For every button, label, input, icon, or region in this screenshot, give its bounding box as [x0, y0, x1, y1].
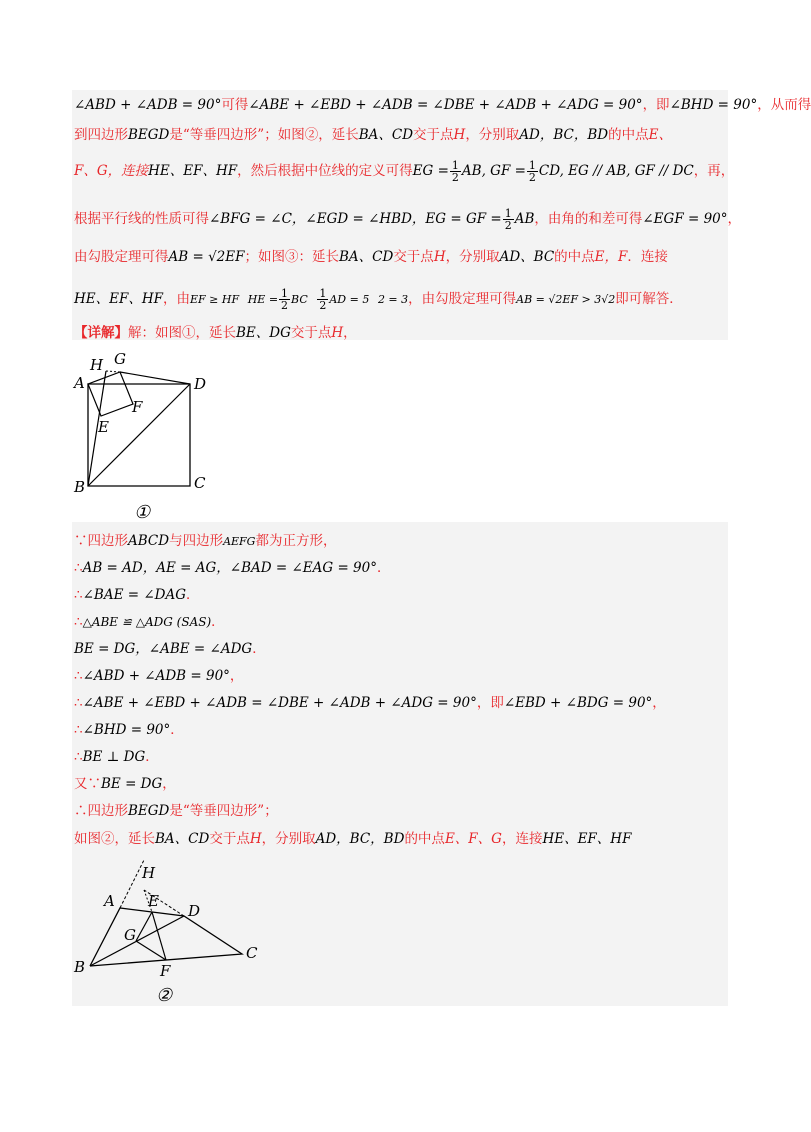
- math-text: BE、DG: [236, 325, 291, 341]
- label-f: F: [160, 962, 171, 980]
- math-text: BA、CD: [155, 831, 210, 847]
- text: 四边形: [87, 803, 128, 819]
- text: ，由: [163, 291, 190, 307]
- text: 交于点: [413, 127, 454, 143]
- math-text: AB, GF =: [461, 163, 526, 179]
- math-text: ∠ABD + ∠ADB = 90°: [82, 668, 230, 684]
- figure-1-caption: ①: [134, 502, 151, 523]
- text: ，然后根据中位线的定义可得: [237, 163, 413, 179]
- math-text: ∠BHD = 90°: [82, 722, 171, 738]
- math-text: BE ⊥ DG: [82, 749, 146, 765]
- math-text: CD, EG // AB, GF // DC: [538, 163, 694, 179]
- math-text: BEGD: [128, 803, 170, 819]
- intro-line-1: [74, 96, 811, 114]
- text: ，从而得: [757, 97, 811, 113]
- figure-2: [72, 856, 262, 1006]
- text: ，: [652, 695, 666, 711]
- math-text: 2 = 3: [377, 293, 409, 306]
- intro-line-2: [74, 126, 728, 144]
- text: 是“等垂四边形”；如图②，延长: [169, 127, 359, 143]
- math-text: AB = √2EF > 3√2: [516, 293, 616, 306]
- math-text: EF ≥ HF: [190, 293, 240, 306]
- proof-line-6: [74, 667, 728, 685]
- intro-line-4: [74, 207, 742, 232]
- label-h: H: [142, 864, 156, 882]
- symbol: ∵: [74, 533, 88, 549]
- label-e: E: [148, 892, 159, 910]
- math-text: ∠EGF = 90°: [642, 211, 728, 227]
- text: 可得: [221, 97, 249, 113]
- line-gh-dashed: [106, 371, 120, 372]
- symbol: ∴: [74, 803, 88, 819]
- intro-line-5: [74, 248, 728, 266]
- proof-line-11: [74, 802, 728, 820]
- text: ，: [727, 211, 742, 227]
- text: 四边形: [87, 533, 128, 549]
- proof-line-8: [74, 721, 728, 739]
- proof-line-7: [74, 694, 728, 712]
- symbol: ∴: [74, 587, 83, 603]
- math-text: △ABE ≌ △ADG (SAS): [82, 615, 212, 629]
- text: ，即: [476, 695, 504, 711]
- math-text: AB = √2EF: [168, 249, 245, 265]
- text: 交于点: [290, 325, 332, 341]
- math-text: HE、EF、HF: [542, 831, 632, 847]
- fraction-half: $\frac{1}{2}$: [281, 287, 289, 312]
- math-text: HE、EF、HF: [148, 163, 238, 179]
- label-h: H: [90, 356, 104, 374]
- text: H: [433, 249, 446, 265]
- label-a: A: [74, 374, 85, 392]
- text: ，再，: [693, 163, 735, 179]
- math-text: BA、CD: [358, 127, 414, 143]
- symbol: 又∵: [74, 776, 101, 792]
- math-text: EG =: [412, 163, 449, 179]
- label-c: C: [246, 944, 258, 962]
- label-g: G: [114, 350, 126, 368]
- detail-label: 【详解】: [74, 325, 128, 341]
- math-text: AB = AD，AE = AG，∠BAD = ∠EAG = 90°: [82, 560, 377, 576]
- fraction-half: $\frac{1}{2}$: [451, 159, 459, 184]
- text: ．: [252, 641, 266, 657]
- symbol: ∴: [74, 722, 83, 738]
- fraction-half: $\frac{1}{2}$: [528, 159, 536, 184]
- text: E，F: [594, 249, 628, 265]
- math-text: HE =: [247, 293, 279, 306]
- math-text: ∠ABE + ∠EBD + ∠ADB = ∠DBE + ∠ADB + ∠ADG = 90°: [82, 695, 477, 711]
- text: ．: [145, 749, 159, 765]
- figure-2-caption: ②: [156, 985, 173, 1006]
- detail-line: [74, 324, 728, 342]
- math-text: BE = DG，∠ABE = ∠ADG: [74, 641, 253, 657]
- fraction-half: $\frac{1}{2}$: [319, 287, 327, 312]
- proof-line-3: [74, 586, 728, 604]
- math-text: BA、CD: [338, 249, 394, 265]
- text: 交于点: [393, 249, 434, 265]
- text: 由勾股定理可得: [74, 249, 169, 265]
- text: ；如图③：延长: [244, 249, 339, 265]
- text: ，: [343, 325, 357, 341]
- text: H: [249, 831, 262, 847]
- math-text: BC: [291, 293, 308, 306]
- symbol: ∴: [74, 668, 83, 684]
- label-g: G: [124, 926, 136, 944]
- text: 如图②，延长: [74, 831, 155, 847]
- text: E、F、G: [444, 831, 502, 847]
- text: 的中点: [608, 127, 649, 143]
- text: E、: [648, 127, 672, 143]
- text: 交于点: [209, 831, 250, 847]
- math-text: ∠BAE = ∠DAG: [82, 587, 186, 603]
- fig2-intro-line: [74, 830, 728, 848]
- math-text: AD，BC，BD: [519, 127, 609, 143]
- proof-line-4: [74, 613, 728, 631]
- text: ，分别取: [445, 249, 500, 265]
- text: F、G，连接: [74, 163, 149, 179]
- text: ．: [170, 722, 184, 738]
- text: ，分别取: [261, 831, 316, 847]
- text: H: [331, 325, 344, 341]
- intro-line-3: [74, 159, 735, 184]
- text: ．连接: [627, 249, 668, 265]
- text: 根据平行线的性质可得: [74, 211, 209, 227]
- text: 都为正方形，: [255, 533, 337, 549]
- text: ，: [229, 668, 244, 684]
- symbol: ∴: [74, 695, 83, 711]
- label-c: C: [194, 474, 206, 492]
- math-text: ∠EBD + ∠BDG = 90°: [503, 695, 653, 711]
- math-text: AEFG: [223, 535, 256, 548]
- text: ，: [162, 776, 176, 792]
- text: 与四边形: [169, 533, 224, 549]
- figure-1: [72, 344, 208, 522]
- text: ．: [211, 614, 225, 630]
- math-text: BEGD: [128, 127, 170, 143]
- label-d: D: [188, 902, 201, 920]
- text: ．: [186, 587, 200, 603]
- line-dg: [120, 372, 190, 384]
- proof-line-2: [74, 559, 728, 577]
- math-text: ∠BFG = ∠C，∠EGD = ∠HBD，EG = GF =: [209, 211, 502, 227]
- text: ，由角的和差可得: [534, 211, 643, 227]
- quadrilateral-abcd: [90, 908, 242, 966]
- text: ，连接: [501, 831, 543, 847]
- text: ，由勾股定理可得: [408, 291, 517, 307]
- math-text: AD、BC: [499, 249, 555, 265]
- label-a: A: [104, 892, 115, 910]
- math-text: ∠BHD = 90°: [669, 97, 758, 113]
- proof-line-10: [74, 775, 728, 793]
- proof-line-9: [74, 748, 728, 766]
- symbol: ∴: [74, 749, 83, 765]
- label-f: F: [132, 398, 143, 416]
- proof-line-5: [74, 640, 728, 658]
- text: 的中点: [404, 831, 445, 847]
- label-b: B: [74, 958, 86, 976]
- label-e: E: [98, 418, 109, 436]
- text: 到四边形: [74, 127, 128, 143]
- math-text: AD = 5: [329, 293, 370, 306]
- text: ，即: [642, 97, 670, 113]
- math-text: HE、EF、HF: [74, 291, 163, 307]
- text: 是“等垂四边形”；: [169, 803, 278, 819]
- text: ，分别取: [465, 127, 520, 143]
- math-text: ∠ABD + ∠ADB = 90°: [74, 97, 222, 113]
- symbol: ∴: [74, 614, 83, 630]
- text: ．: [376, 560, 391, 576]
- proof-line-1: [74, 532, 728, 551]
- math-text: AB: [514, 211, 535, 227]
- math-text: AD，BC，BD: [315, 831, 405, 847]
- extension-ba: [120, 860, 144, 908]
- text: 的中点: [554, 249, 595, 265]
- math-text: ∠ABE + ∠EBD + ∠ADB = ∠DBE + ∠ADB + ∠ADG = 90°: [248, 97, 643, 113]
- figure-1-drawing: [72, 344, 208, 522]
- math-text: BE = DG: [101, 776, 163, 792]
- label-b: B: [74, 478, 86, 496]
- fraction-half: $\frac{1}{2}$: [504, 207, 512, 232]
- intro-line-6: [74, 288, 728, 311]
- square-aefg: [88, 372, 133, 416]
- math-text: ABCD: [128, 533, 170, 549]
- label-d: D: [194, 375, 207, 393]
- text: 即可解答．: [615, 291, 683, 307]
- text: 解：如图①，延长: [128, 325, 236, 341]
- symbol: ∴: [74, 560, 83, 576]
- text: H: [453, 127, 466, 143]
- figure-2-drawing: [72, 856, 262, 1006]
